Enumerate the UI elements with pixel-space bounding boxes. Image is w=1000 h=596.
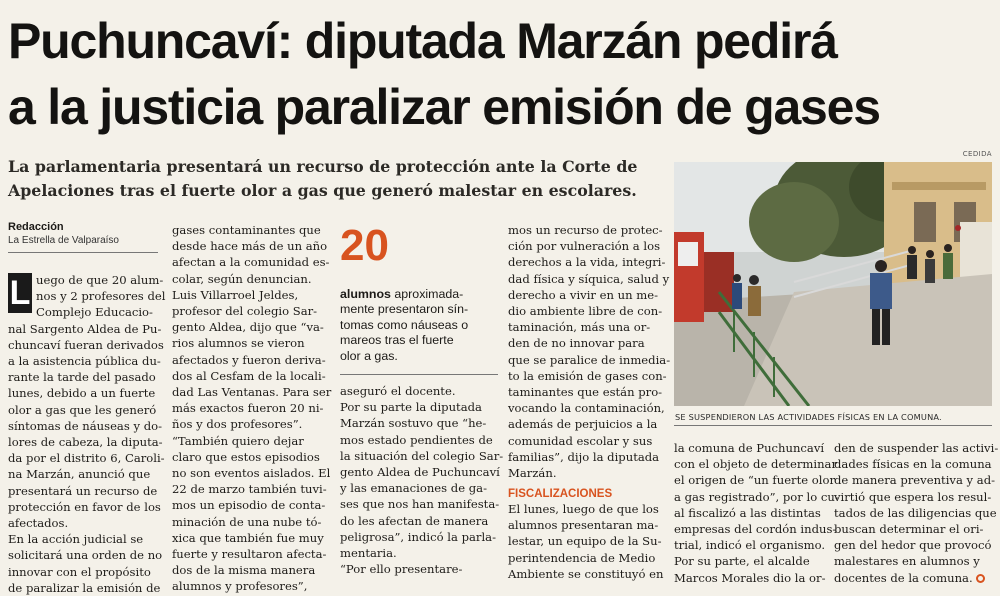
text-line: afectados. (8, 516, 69, 531)
text-line: den de no innovar para (508, 336, 645, 351)
byline-author: Redacción (8, 221, 64, 233)
news-photo-school-exterior (674, 162, 992, 406)
text-line: to la emisión de gases con- (508, 368, 667, 383)
text-line: da por el distrito 6, Caroli- (8, 451, 165, 466)
text-line: rios alumnos se vieron (172, 336, 305, 351)
text-line: ños y dos profesores”. (172, 417, 303, 432)
photo-credit: CEDIDA (962, 150, 992, 158)
pull-quote-line (340, 287, 498, 302)
text-line: síntomas de náuseas y do- (8, 418, 163, 433)
headline-line-2: a la justicia paralizar emisión de gases (8, 79, 880, 135)
text-line: y las emanaciones de ga- (340, 481, 487, 496)
text-line: Complejo Educacio- (36, 305, 153, 320)
headline-line-1: Puchuncaví: diputada Marzán pedirá (8, 13, 837, 69)
text-line: gases contaminantes que (172, 223, 321, 237)
text-line: docentes de la comuna. (834, 570, 998, 586)
text-line: gen del hedor que provocó (834, 538, 992, 553)
text-line: Marzán. (508, 466, 557, 481)
text-line: dio ambiente libre de con- (508, 304, 663, 319)
end-of-article-icon (976, 574, 985, 583)
text-line: afectados y fueron deriva- (172, 352, 326, 367)
text-line: En la acción judicial se (8, 532, 144, 547)
subheadline-line-2: Apelaciones tras el fuerte olor a gas que generó malestar en escolares. (8, 181, 637, 200)
text-line: solicitará una orden de no (8, 548, 163, 563)
text-line: aseguró el docente. (340, 384, 456, 398)
photo-caption: SE SUSPENDIERON LAS ACTIVIDADES FÍSICAS EN LA COMUNA. (675, 412, 942, 422)
text-line: den de suspender las activi- (834, 441, 999, 455)
text-line: taminación, más una or- (508, 320, 651, 335)
text-line: dad física y síquica, salud y (508, 271, 670, 286)
text-line: buscan determinar el ori- (834, 522, 984, 537)
text-line: a la asistencia pública du- (8, 354, 161, 369)
text-line: la comuna de Puchuncaví (674, 441, 825, 455)
text-line: no son eventos aislados. El (172, 466, 331, 481)
text-line: Ambiente se constituyó en (508, 566, 664, 581)
text-line: dades físicas en la comuna (834, 457, 992, 472)
text-line: empresas del cordón indus- (674, 522, 837, 537)
text-line: mos estado pendientes de (340, 432, 493, 447)
pull-quote-line: olor a gas. (340, 348, 398, 363)
text-line: presentará un recurso de (8, 483, 158, 498)
text-line: olor a gas que les generó (8, 402, 157, 417)
text-line: uego de que 20 alum- (36, 273, 164, 287)
text-line: Por su parte la diputada (340, 400, 482, 415)
text-line: nos y 2 profesores del (36, 289, 166, 304)
text-line: más exactos fueron 20 ni- (172, 401, 324, 416)
caption-rule (674, 425, 992, 426)
text-line: 22 de marzo también tuvi- (172, 482, 327, 497)
text-line: mentaria. (340, 546, 397, 561)
text-line: Marcos Morales dio la or- (674, 570, 826, 585)
text-line: rante la tarde del pasado (8, 370, 156, 385)
text-line: que se paralice de inmedia- (508, 352, 671, 367)
text-line: dos al Cesfam de la locali- (172, 368, 326, 383)
byline-publication: La Estrella de Valparaíso (8, 235, 119, 246)
text-line: peligrosa”, indicó la parla- (340, 529, 496, 544)
text-line: profesor del colegio Sar- (172, 304, 318, 319)
byline (8, 221, 158, 247)
text-line: fuerte y resultaron afecta- (172, 547, 327, 562)
text-line: Marzán sostuvo que “he- (340, 416, 487, 431)
text-line: ción por vulneración a los (508, 239, 661, 254)
text-line: comunidad escolar y sus (508, 433, 653, 448)
drop-cap: L (9, 274, 31, 312)
text-line: lunes, debido a un fuerte (8, 386, 156, 401)
text-line: protección en favor de los (8, 499, 161, 514)
pull-quote-text: aproximada- (390, 287, 464, 301)
text-line: gento Aldea de Puchuncaví (340, 465, 500, 480)
pull-quote (340, 287, 498, 364)
text-line: ses que nos han manifesta- (340, 497, 500, 512)
pull-quote-rule (340, 374, 498, 375)
article-column-6 (834, 440, 998, 586)
text-line: Por su parte, el alcalde (674, 554, 810, 569)
text-line: el origen de “un fuerte olor (674, 473, 836, 488)
text-line: na Marzán, anunció que (8, 467, 151, 482)
text-line: al fiscalizó a las distintas (674, 505, 821, 520)
text-line: innovar con el propósito (8, 564, 151, 579)
text-line: de manera preventiva y ad- (834, 473, 996, 488)
text-line: claro que estos episodios (172, 449, 320, 464)
text-line: xica que también fue muy (172, 530, 324, 545)
pull-quote-line: tomas como náuseas o (340, 317, 469, 332)
subheadline-line-1: La parlamentaria presentará un recurso de protección ante la Corte de (8, 157, 638, 176)
text-line: derechos a la vida, integri- (508, 255, 666, 270)
text-line: derecho a vivir en un me- (508, 287, 659, 302)
pull-quote-line: mareos tras el fuerte (340, 333, 454, 348)
text-line: mos un recurso de protec- (508, 223, 663, 237)
text-line: afectan a la comunidad es- (172, 255, 330, 270)
text-line: lestar, un equipo de la Su- (508, 534, 662, 549)
text-line: familias”, dijo la diputada (508, 449, 660, 464)
text-line: “Por ello presentare- (340, 562, 463, 577)
pull-quote-number: 20 (340, 221, 389, 270)
text-line: colar, según denuncian. (172, 271, 312, 286)
text-line: vocando la contaminación, (508, 401, 665, 416)
pull-quote-bold: alumnos (340, 287, 391, 301)
text-line: lores de cabeza, la diputa- (8, 435, 163, 450)
text-line: “También quiero dejar (172, 433, 304, 448)
article-column-3 (340, 383, 503, 577)
text-line: desde hace más de un año (172, 239, 328, 254)
article-column-5 (674, 440, 839, 586)
text-line: taminantes que están pro- (508, 385, 663, 400)
text-line: Luis Villarroel Jeldes, (172, 287, 299, 302)
section-heading-fiscalizaciones: FISCALIZACIONES (508, 488, 613, 500)
text-line: nal Sargento Aldea de Pu- (8, 321, 162, 336)
article-column-1 (8, 272, 165, 596)
text-line: dad Las Ventanas. Para ser (172, 385, 332, 400)
text-line: con el objeto de determinar (674, 457, 837, 472)
text-line: trial, indicó el organismo. (674, 538, 826, 553)
text-line: dos de la misma manera (172, 563, 316, 578)
text-line: además de perjuicios a la (508, 417, 658, 432)
text-line: la situación del colegio Sar- (340, 448, 504, 463)
text-line: de paralizar la emisión de (8, 580, 161, 595)
text-line: virtió que espera los resul- (834, 489, 992, 504)
text-line: do les afectan de manera (340, 513, 489, 528)
article-column-2 (172, 222, 331, 595)
text-line: alumnos y profesores”, (172, 579, 308, 594)
text-line: El lunes, luego de que los (508, 502, 659, 516)
article-column-4-continued (508, 501, 663, 582)
text-line: mos un episodio de conta- (172, 498, 326, 513)
text-line: alumnos presentaran ma- (508, 518, 659, 533)
text-line: tados de las diligencias que (834, 505, 997, 520)
text-line: chuncaví fueran derivados (8, 337, 164, 352)
byline-rule (8, 252, 158, 253)
pull-quote-line: mente presentaron sín- (340, 302, 469, 317)
text-line: minación de una nube tó- (172, 514, 322, 529)
text-line: gento Aldea, dijo que “va- (172, 320, 324, 335)
text-line: perintendencia de Medio (508, 550, 656, 565)
text-line: malestares en alumnos y (834, 554, 980, 569)
article-column-4 (508, 222, 670, 481)
text-line: a gas registrado”, por lo cu- (674, 489, 839, 504)
